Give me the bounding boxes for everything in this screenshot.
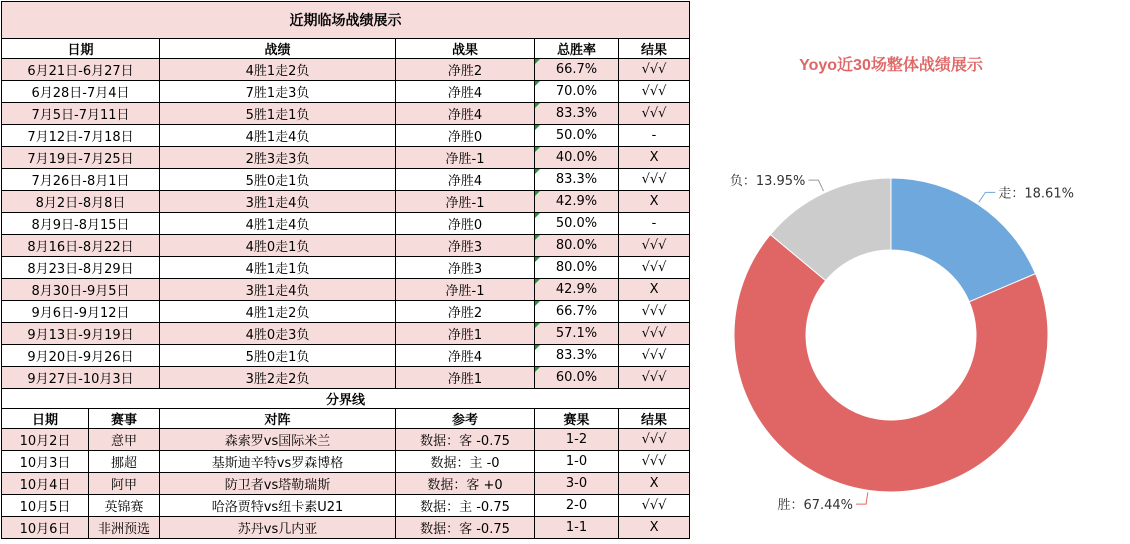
cell-date: 7月12日-7月18日 — [2, 125, 160, 147]
cell-result: - — [619, 213, 690, 235]
table-row — [2, 147, 690, 169]
cell-rate: 40.0% — [535, 147, 619, 169]
cell-record: 4胜0走1负 — [160, 235, 396, 257]
cell-date: 10月3日 — [2, 451, 89, 473]
cell-record: 5胜1走1负 — [160, 103, 396, 125]
header2-match: 对阵 — [160, 409, 396, 429]
cell-ref: 数据：客 -0.75 — [396, 517, 535, 539]
table-row — [2, 59, 690, 81]
cell-league: 挪超 — [89, 451, 160, 473]
cell-league: 意甲 — [89, 429, 160, 451]
cell-date: 9月6日-9月12日 — [2, 301, 160, 323]
cell-record: 4胜1走1负 — [160, 257, 396, 279]
cell-net: 净胜-1 — [396, 147, 535, 169]
cell-net: 净胜3 — [396, 235, 535, 257]
table-row — [2, 81, 690, 103]
table-row — [2, 103, 690, 125]
cell-match: 苏丹vs几内亚 — [160, 517, 396, 539]
cell-result: √√√ — [619, 169, 690, 191]
table-row — [2, 345, 690, 367]
cell-date: 9月27日-10月3日 — [2, 367, 160, 389]
cell-league: 英锦赛 — [89, 495, 160, 517]
table-row — [2, 301, 690, 323]
cell-rate: 42.9% — [535, 279, 619, 301]
cell-rate: 83.3% — [535, 169, 619, 191]
cell-date: 7月19日-7月25日 — [2, 147, 160, 169]
cell-league: 阿甲 — [89, 473, 160, 495]
cell-rate: 80.0% — [535, 257, 619, 279]
cell-result: √√√ — [619, 81, 690, 103]
cell-net: 净胜2 — [396, 59, 535, 81]
cell-result: √√√ — [619, 323, 690, 345]
cell-date: 8月30日-9月5日 — [2, 279, 160, 301]
cell-ref: 数据：主 -0 — [396, 451, 535, 473]
cell-rate: 66.7% — [535, 301, 619, 323]
cell-score: 3-0 — [535, 473, 619, 495]
cell-score: 1-2 — [535, 429, 619, 451]
label-line-0 — [979, 192, 996, 202]
header2-score: 赛果 — [535, 409, 619, 429]
cell-rate: 66.7% — [535, 59, 619, 81]
cell-date: 8月16日-8月22日 — [2, 235, 160, 257]
cell-date: 8月9日-8月15日 — [2, 213, 160, 235]
header-date: 日期 — [2, 39, 160, 59]
cell-rate: 42.9% — [535, 191, 619, 213]
header2-result: 结果 — [619, 409, 690, 429]
slice-label-0: 走：18.61% — [998, 186, 1074, 202]
header-record: 战绩 — [160, 39, 396, 59]
cell-result: √√√ — [619, 257, 690, 279]
match-row — [2, 517, 690, 539]
cell-ref: 数据：客 +0 — [396, 473, 535, 495]
header-result: 结果 — [619, 39, 690, 59]
cell-net: 净胜4 — [396, 169, 535, 191]
cell-date: 8月2日-8月8日 — [2, 191, 160, 213]
match-row — [2, 429, 690, 451]
cell-record: 2胜3走3负 — [160, 147, 396, 169]
table-row — [2, 257, 690, 279]
cell-date: 9月20日-9月26日 — [2, 345, 160, 367]
cell-result: √√√ — [619, 451, 690, 473]
cell-rate: 57.1% — [535, 323, 619, 345]
match-row — [2, 451, 690, 473]
cell-result: √√√ — [619, 103, 690, 125]
record-table — [1, 1, 690, 539]
table-row — [2, 235, 690, 257]
cell-result: - — [619, 125, 690, 147]
cell-net: 净胜2 — [396, 301, 535, 323]
cell-date: 10月6日 — [2, 517, 89, 539]
cell-net: 净胜1 — [396, 323, 535, 345]
table-row — [2, 279, 690, 301]
cell-net: 净胜4 — [396, 345, 535, 367]
cell-result: X — [619, 147, 690, 169]
cell-record: 4胜1走4负 — [160, 125, 396, 147]
cell-record: 4胜1走4负 — [160, 213, 396, 235]
table-header-row — [2, 39, 690, 59]
header2-date: 日期 — [2, 409, 89, 429]
cell-result: √√√ — [619, 495, 690, 517]
cell-date: 10月4日 — [2, 473, 89, 495]
table-row — [2, 191, 690, 213]
cell-match: 防卫者vs塔勒瑞斯 — [160, 473, 396, 495]
cell-record: 4胜1走2负 — [160, 301, 396, 323]
cell-date: 9月13日-9月19日 — [2, 323, 160, 345]
cell-score: 2-0 — [535, 495, 619, 517]
label-line-2 — [808, 180, 823, 191]
cell-record: 3胜1走4负 — [160, 279, 396, 301]
cell-score: 1-1 — [535, 517, 619, 539]
cell-record: 4胜1走2负 — [160, 59, 396, 81]
cell-record: 5胜0走1负 — [160, 345, 396, 367]
cell-net: 净胜-1 — [396, 191, 535, 213]
cell-record: 5胜0走1负 — [160, 169, 396, 191]
header2-league: 赛事 — [89, 409, 160, 429]
cell-net: 净胜0 — [396, 125, 535, 147]
divider-label: 分界线 — [2, 389, 690, 409]
cell-match: 森索罗vs国际米兰 — [160, 429, 396, 451]
cell-result: X — [619, 473, 690, 495]
cell-net: 净胜3 — [396, 257, 535, 279]
cell-date: 6月28日-7月4日 — [2, 81, 160, 103]
cell-rate: 70.0% — [535, 81, 619, 103]
cell-rate: 80.0% — [535, 235, 619, 257]
cell-result: √√√ — [619, 59, 690, 81]
cell-date: 8月23日-8月29日 — [2, 257, 160, 279]
cell-ref: 数据：主 -0.75 — [396, 495, 535, 517]
cell-net: 净胜0 — [396, 213, 535, 235]
header-net: 战果 — [396, 39, 535, 59]
table-title: 近期临场战绩展示 — [2, 2, 690, 39]
cell-rate: 50.0% — [535, 125, 619, 147]
table-row — [2, 323, 690, 345]
cell-result: √√√ — [619, 367, 690, 389]
cell-result: √√√ — [619, 301, 690, 323]
cell-net: 净胜-1 — [396, 279, 535, 301]
cell-date: 7月5日-7月11日 — [2, 103, 160, 125]
cell-ref: 数据：客 -0.75 — [396, 429, 535, 451]
pie-chart — [700, 0, 1130, 544]
cell-rate: 60.0% — [535, 367, 619, 389]
header2-ref: 参考 — [396, 409, 535, 429]
slice-label-2: 负：13.95% — [729, 174, 806, 190]
record-table-panel — [1, 1, 689, 539]
header-rate: 总胜率 — [535, 39, 619, 59]
cell-result: X — [619, 279, 690, 301]
cell-record: 3胜1走4负 — [160, 191, 396, 213]
cell-record: 7胜1走3负 — [160, 81, 396, 103]
cell-rate: 83.3% — [535, 345, 619, 367]
cell-result: X — [619, 517, 690, 539]
match-row — [2, 495, 690, 517]
cell-result: √√√ — [619, 429, 690, 451]
table-header-row-2 — [2, 409, 690, 429]
cell-result: √√√ — [619, 235, 690, 257]
cell-result: X — [619, 191, 690, 213]
cell-match: 哈洛贾特vs纽卡素U21 — [160, 495, 396, 517]
cell-result: √√√ — [619, 345, 690, 367]
chart-title: Yoyo近30场整体战绩展示 — [799, 57, 983, 74]
cell-net: 净胜1 — [396, 367, 535, 389]
table-row — [2, 367, 690, 389]
cell-date: 7月26日-8月1日 — [2, 169, 160, 191]
cell-date: 6月21日-6月27日 — [2, 59, 160, 81]
cell-rate: 50.0% — [535, 213, 619, 235]
cell-rate: 83.3% — [535, 103, 619, 125]
cell-record: 3胜2走2负 — [160, 367, 396, 389]
cell-date: 10月5日 — [2, 495, 89, 517]
cell-record: 4胜0走3负 — [160, 323, 396, 345]
cell-match: 基斯迪辛特vs罗森博格 — [160, 451, 396, 473]
slice-label-1: 胜：67.44% — [777, 498, 854, 514]
table-row — [2, 213, 690, 235]
cell-net: 净胜4 — [396, 81, 535, 103]
cell-league: 非洲预选 — [89, 517, 160, 539]
match-row — [2, 473, 690, 495]
cell-date: 10月2日 — [2, 429, 89, 451]
table-row — [2, 125, 690, 147]
cell-net: 净胜4 — [396, 103, 535, 125]
label-line-1 — [856, 492, 868, 504]
table-row — [2, 169, 690, 191]
cell-score: 1-0 — [535, 451, 619, 473]
divider-row — [2, 389, 690, 409]
